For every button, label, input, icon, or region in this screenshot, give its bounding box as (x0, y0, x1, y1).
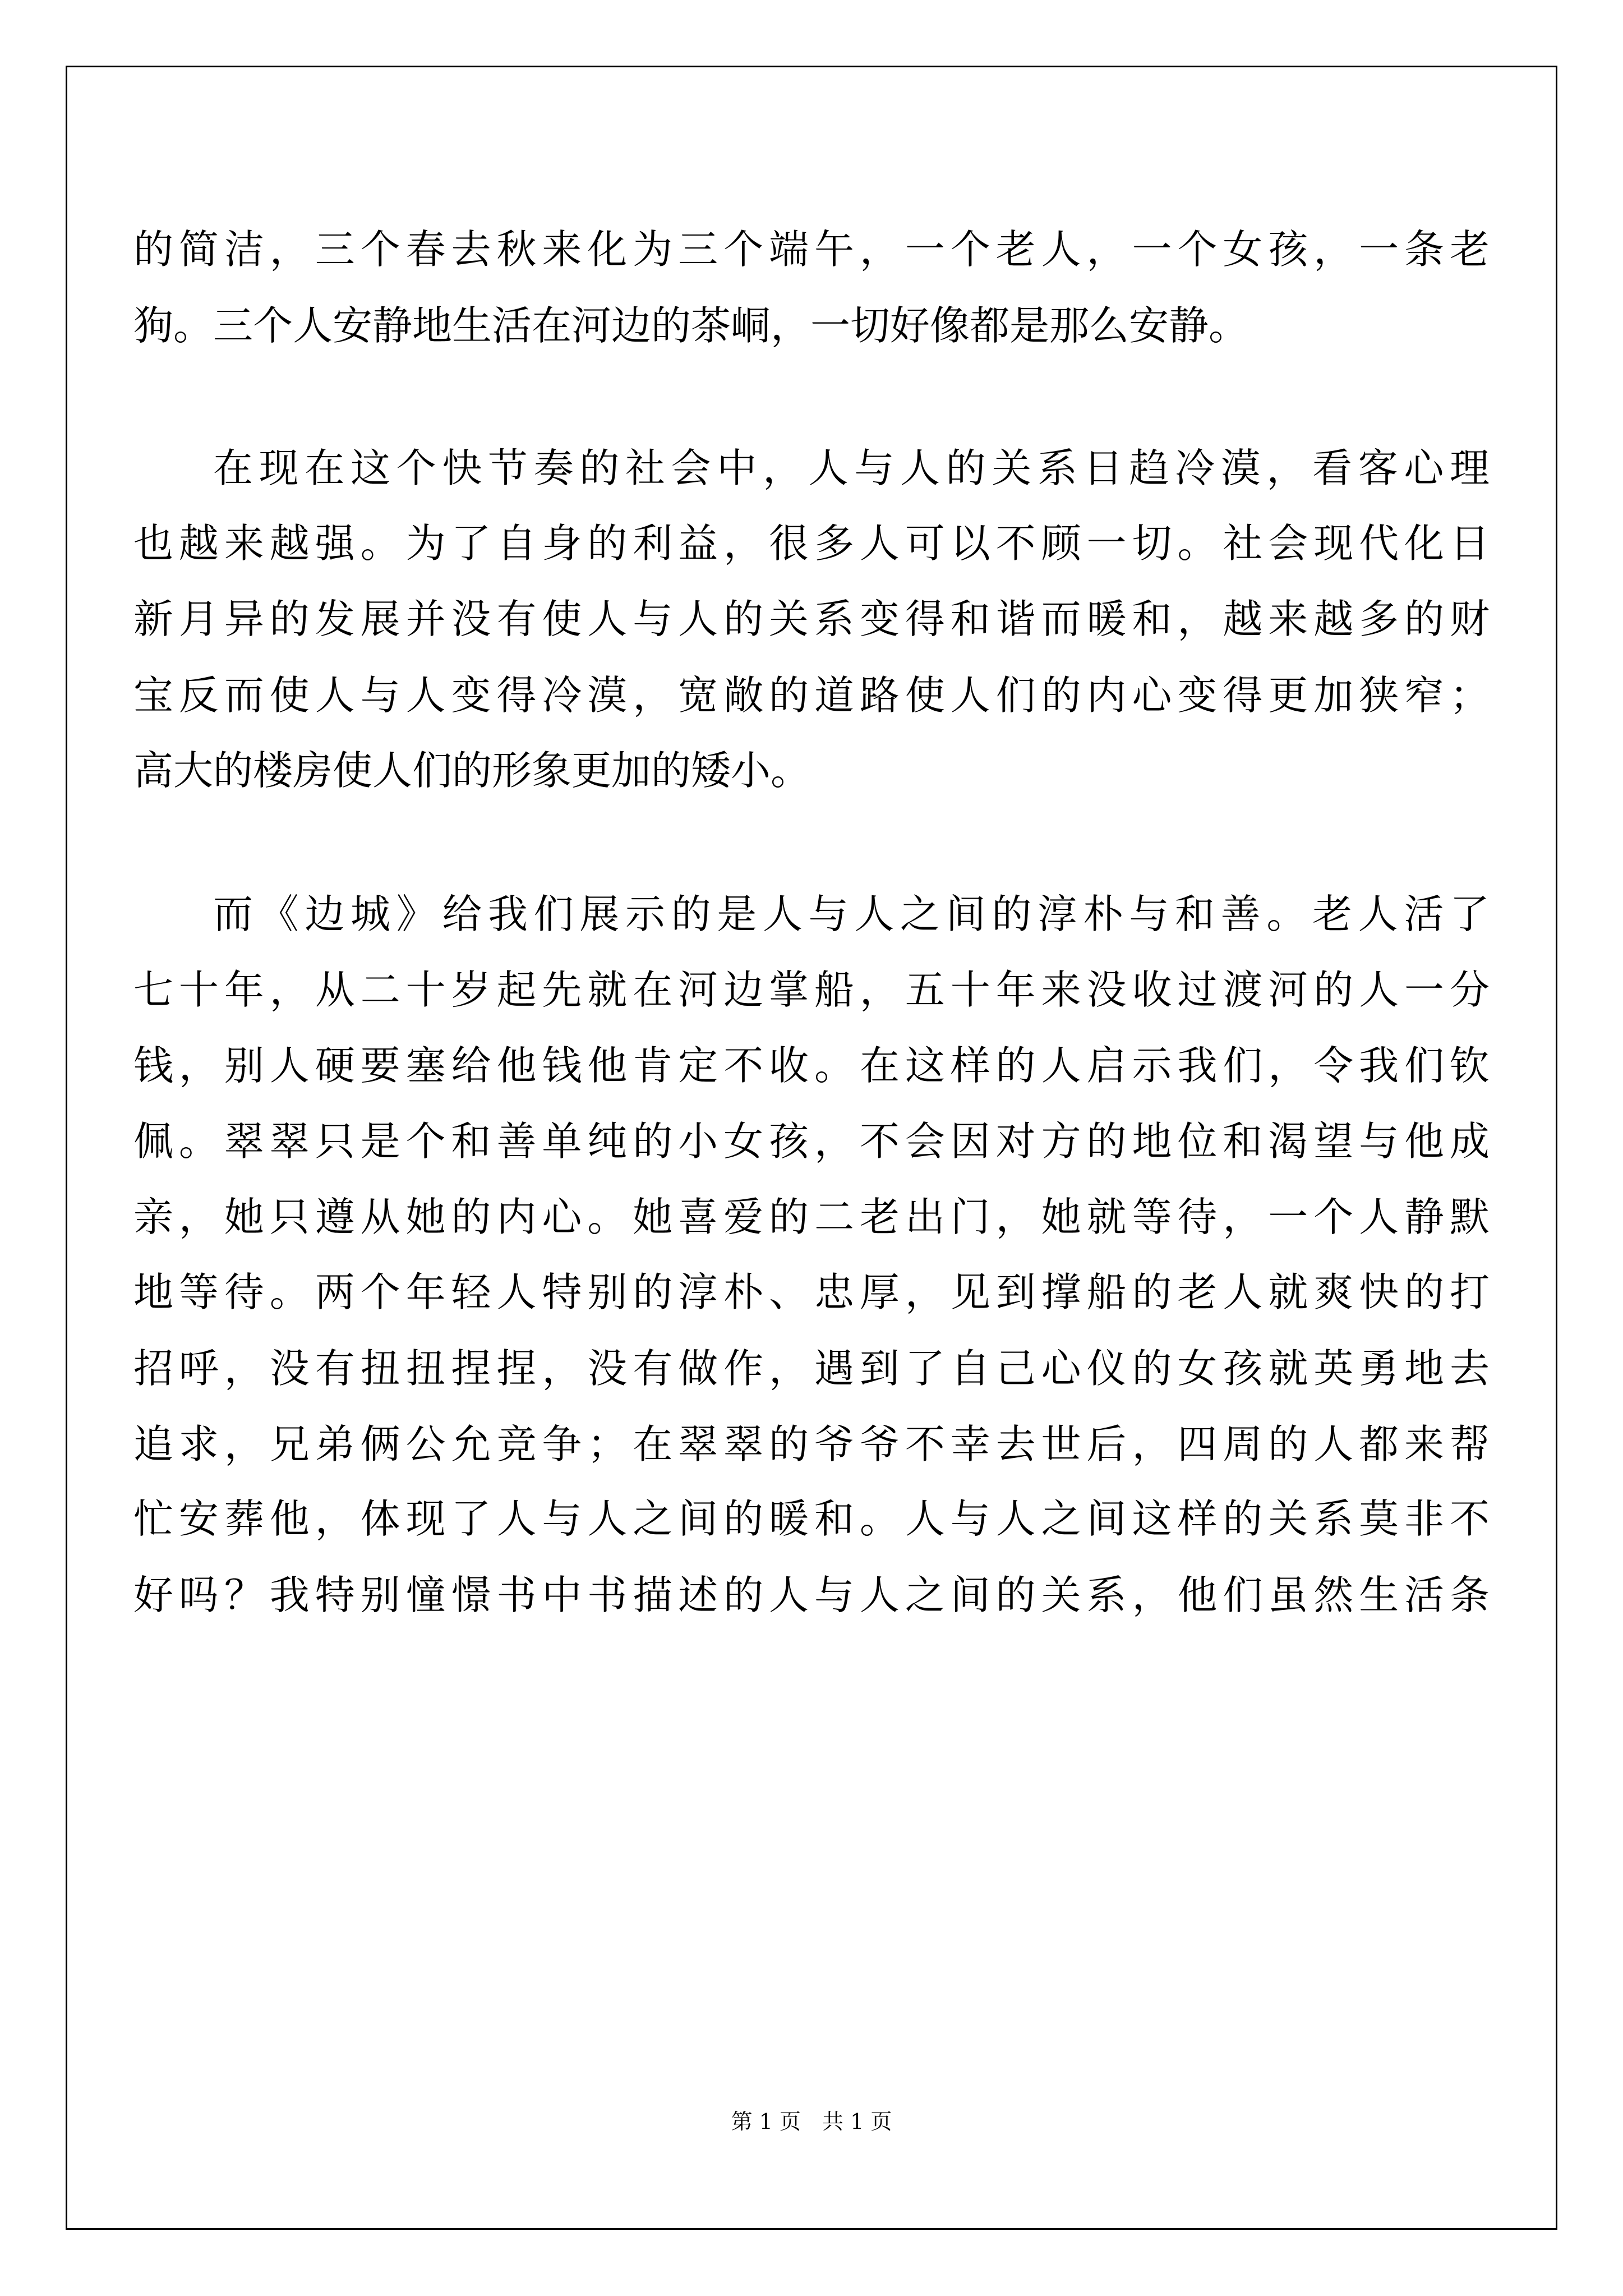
text-line: 的简洁，三个春去秋来化为三个端午，一个老人，一个女孩，一条老 (133, 226, 1490, 273)
text-line: 高大的楼房使人们的形象更加的矮小。 (133, 747, 811, 794)
text-line: 新月异的发展并没有使人与人的关系变得和谐而暖和，越来越多的财 (133, 596, 1490, 642)
text-line: 宝反而使人与人变得冷漠，宽敞的道路使人们的内心变得更加狭窄； (133, 672, 1490, 719)
text-line: 狗。三个人安静地生活在河边的茶峒，一切好像都是那么安静。 (133, 302, 1249, 349)
page-footer: 第 1 页 共 1 页 (731, 2109, 892, 2134)
text-line: 也越来越强。为了自身的利益，很多人可以不顾一切。社会现代化日 (133, 520, 1490, 567)
text-line: 忙安葬他，体现了人与人之间的暖和。人与人之间这样的关系莫非不 (133, 1496, 1490, 1542)
text-line: 佩。翠翠只是个和善单纯的小女孩，不会因对方的地位和渴望与他成 (133, 1118, 1490, 1165)
text-line: 好吗？我特别憧憬书中书描述的人与人之间的关系，他们虽然生活条 (133, 1572, 1490, 1618)
text-line: 招呼，没有扭扭捏捏，没有做作，遇到了自己心仪的女孩就英勇地去 (133, 1345, 1490, 1392)
text-line: 在现在这个快节奏的社会中，人与人的关系日趋冷漠，看客心理 (213, 445, 1490, 491)
text-line: 钱，别人硬要塞给他钱他肯定不收。在这样的人启示我们，令我们钦 (133, 1042, 1490, 1089)
text-line: 而《边城》给我们展示的是人与人之间的淳朴与和善。老人活了 (213, 891, 1490, 937)
text-line: 七十年，从二十岁起先就在河边掌船，五十年来没收过渡河的人一分 (133, 967, 1490, 1013)
text-line: 亲，她只遵从她的内心。她喜爱的二老出门，她就等待，一个人静默 (133, 1194, 1490, 1240)
text-line: 追求，兄弟俩公允竞争；在翠翠的爷爷不幸去世后，四周的人都来帮 (133, 1421, 1490, 1467)
text-line: 地等待。两个年轻人特别的淳朴、忠厚，见到撑船的老人就爽快的打 (133, 1269, 1490, 1315)
